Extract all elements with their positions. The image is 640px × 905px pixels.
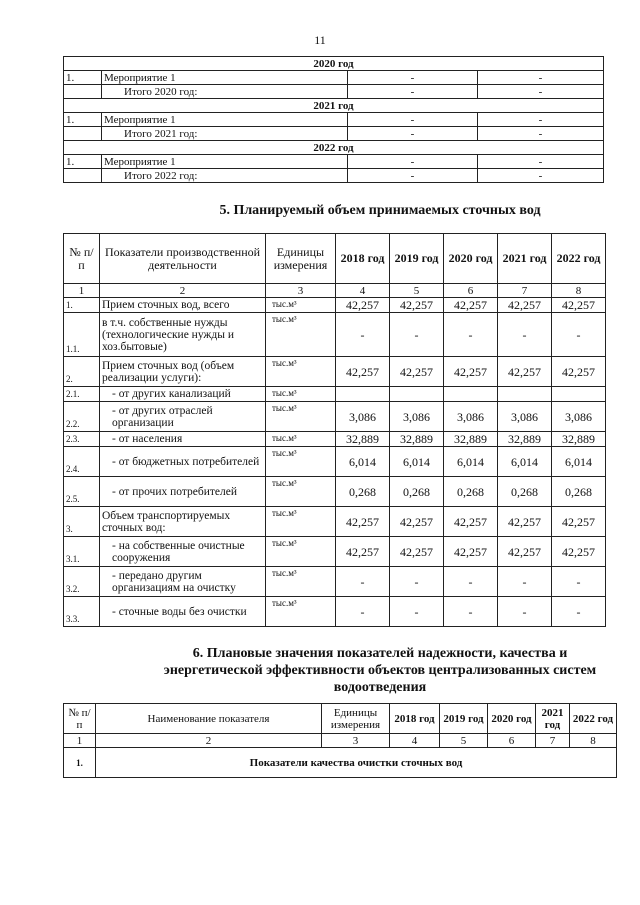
header-name: Показатели производственной деятельности xyxy=(100,234,266,284)
row-unit: тыс.м³ xyxy=(266,432,336,447)
row-value: 42,257 xyxy=(498,357,552,387)
year-label: 2022 год xyxy=(64,141,604,155)
total-value: - xyxy=(348,85,478,99)
row-value: 0,268 xyxy=(444,477,498,507)
row-value: 42,257 xyxy=(336,537,390,567)
row-value: 3,086 xyxy=(498,402,552,432)
row-num: 2.1. xyxy=(64,387,100,402)
header-year: 2018 год xyxy=(336,234,390,284)
row-value: 32,889 xyxy=(390,432,444,447)
row-value: - xyxy=(552,597,606,627)
table-row xyxy=(64,402,606,432)
row-name: в т.ч. собственные нужды (технологические нужды и хоз.бытовые) xyxy=(100,313,266,357)
row-num: 3.3. xyxy=(64,597,100,627)
header-year: 2020 год xyxy=(488,704,536,734)
row-num: 2.4. xyxy=(64,447,100,477)
row-value: 0,268 xyxy=(390,477,444,507)
row-value: 6,014 xyxy=(336,447,390,477)
row-unit: тыс.м³ xyxy=(266,477,336,507)
row-num: 3.1. xyxy=(64,537,100,567)
row-value xyxy=(336,387,390,402)
index-cell: 5 xyxy=(440,734,488,748)
row-value xyxy=(552,387,606,402)
table-row xyxy=(64,597,606,627)
index-cell: 6 xyxy=(488,734,536,748)
index-cell: 3 xyxy=(266,284,336,298)
index-cell: 6 xyxy=(444,284,498,298)
index-cell: 5 xyxy=(390,284,444,298)
total-num-empty xyxy=(64,169,102,183)
row-value: 42,257 xyxy=(390,507,444,537)
row-num: 2.3. xyxy=(64,432,100,447)
header-year: 2019 год xyxy=(390,234,444,284)
row-value: 42,257 xyxy=(552,298,606,313)
row-value: - xyxy=(390,567,444,597)
header-num: № п/п xyxy=(64,704,96,734)
index-cell: 2 xyxy=(100,284,266,298)
row-value: - xyxy=(336,313,390,357)
row-name: - от населения xyxy=(100,432,266,447)
total-value: - xyxy=(478,127,604,141)
event-num: 1. xyxy=(64,155,102,169)
index-cell: 3 xyxy=(322,734,390,748)
section-row xyxy=(64,748,617,778)
row-name: - от других отраслей организации xyxy=(100,402,266,432)
year-header-row xyxy=(64,57,604,71)
total-label: Итого 2021 год: xyxy=(102,127,348,141)
section-5-title: 5. Планируемый объем принимаемых сточных вод xyxy=(219,203,541,218)
index-cell: 8 xyxy=(570,734,617,748)
section-row-label: Показатели качества очистки сточных вод xyxy=(96,748,617,778)
event-name: Мероприятие 1 xyxy=(102,113,348,127)
row-value: 42,257 xyxy=(390,537,444,567)
row-value xyxy=(444,387,498,402)
row-name: Прием сточных вод, всего xyxy=(100,298,266,313)
row-value: - xyxy=(444,597,498,627)
row-value: 42,257 xyxy=(390,298,444,313)
index-cell: 1 xyxy=(64,734,96,748)
row-value: 42,257 xyxy=(552,507,606,537)
event-value: - xyxy=(348,155,478,169)
row-unit: тыс.м³ xyxy=(266,507,336,537)
page-number: 11 xyxy=(314,33,326,47)
row-value: 0,268 xyxy=(498,477,552,507)
header-year: 2020 год xyxy=(444,234,498,284)
total-value: - xyxy=(348,169,478,183)
row-unit: тыс.м³ xyxy=(266,313,336,357)
event-row xyxy=(64,113,604,127)
table-header-row xyxy=(64,234,606,284)
row-value: - xyxy=(552,567,606,597)
table-row xyxy=(64,357,606,387)
index-cell: 4 xyxy=(390,734,440,748)
table-row xyxy=(64,387,606,402)
row-value: 42,257 xyxy=(336,298,390,313)
row-value xyxy=(498,387,552,402)
section-6-title: 6. Плановые значения показателей надежности, качества и энергетической эффективности объектов централизованных систем водоотведения xyxy=(163,646,597,695)
table-row xyxy=(64,507,606,537)
row-value xyxy=(390,387,444,402)
row-name: Объем транспортируемых сточных вод: xyxy=(100,507,266,537)
row-value: 0,268 xyxy=(552,477,606,507)
total-value: - xyxy=(478,85,604,99)
total-value: - xyxy=(478,169,604,183)
row-unit: тыс.м³ xyxy=(266,402,336,432)
row-value: 6,014 xyxy=(552,447,606,477)
row-value: - xyxy=(498,567,552,597)
table-row xyxy=(64,477,606,507)
row-unit: тыс.м³ xyxy=(266,357,336,387)
row-value: 42,257 xyxy=(390,357,444,387)
total-value: - xyxy=(348,127,478,141)
row-name: - на собственные очистные сооружения xyxy=(100,537,266,567)
table-header-row xyxy=(64,704,617,734)
row-name: Прием сточных вод (объем реализации услуги): xyxy=(100,357,266,387)
table-row xyxy=(64,313,606,357)
row-value: 3,086 xyxy=(444,402,498,432)
row-num: 3. xyxy=(64,507,100,537)
header-unit: Единицы измерения xyxy=(266,234,336,284)
row-name: - передано другим организациям на очистку xyxy=(100,567,266,597)
row-unit: тыс.м³ xyxy=(266,447,336,477)
event-num: 1. xyxy=(64,71,102,85)
index-row xyxy=(64,284,606,298)
total-num-empty xyxy=(64,127,102,141)
row-unit: тыс.м³ xyxy=(266,537,336,567)
table-row xyxy=(64,432,606,447)
row-num: 2.2. xyxy=(64,402,100,432)
header-num: № п/ п xyxy=(64,234,100,284)
row-value: 6,014 xyxy=(498,447,552,477)
row-value: 42,257 xyxy=(498,507,552,537)
row-unit: тыс.м³ xyxy=(266,567,336,597)
row-value: 42,257 xyxy=(498,537,552,567)
header-name: Наименование показателя xyxy=(96,704,322,734)
table-row xyxy=(64,298,606,313)
wastewater-volume-table xyxy=(63,233,606,627)
index-cell: 8 xyxy=(552,284,606,298)
total-num-empty xyxy=(64,85,102,99)
header-year: 2021 год xyxy=(536,704,570,734)
row-value: 3,086 xyxy=(552,402,606,432)
index-cell: 1 xyxy=(64,284,100,298)
row-name: - от прочих потребителей xyxy=(100,477,266,507)
event-row xyxy=(64,71,604,85)
row-num: 1.1. xyxy=(64,313,100,357)
row-value: 32,889 xyxy=(336,432,390,447)
header-year: 2018 год xyxy=(390,704,440,734)
section-row-num: 1. xyxy=(64,748,96,778)
row-value: - xyxy=(444,313,498,357)
table-row xyxy=(64,447,606,477)
table-row xyxy=(64,567,606,597)
row-unit: тыс.м³ xyxy=(266,597,336,627)
row-name: - от других канализаций xyxy=(100,387,266,402)
row-value: - xyxy=(336,597,390,627)
year-header-row xyxy=(64,99,604,113)
row-value: 42,257 xyxy=(444,298,498,313)
total-row xyxy=(64,127,604,141)
row-value: 0,268 xyxy=(336,477,390,507)
row-value: 3,086 xyxy=(390,402,444,432)
indicators-table xyxy=(63,703,617,778)
header-year: 2022 год xyxy=(570,704,617,734)
event-value: - xyxy=(478,155,604,169)
row-value: 42,257 xyxy=(336,357,390,387)
row-value: 42,257 xyxy=(444,537,498,567)
row-num: 2. xyxy=(64,357,100,387)
event-value: - xyxy=(478,113,604,127)
year-header-row xyxy=(64,141,604,155)
row-value: 3,086 xyxy=(336,402,390,432)
total-row xyxy=(64,85,604,99)
table-row xyxy=(64,537,606,567)
row-name: - от бюджетных потребителей xyxy=(100,447,266,477)
row-value: 42,257 xyxy=(552,357,606,387)
total-label: Итого 2020 год: xyxy=(102,85,348,99)
row-value: 42,257 xyxy=(552,537,606,567)
event-value: - xyxy=(478,71,604,85)
top-events-table xyxy=(63,56,604,183)
row-value: - xyxy=(390,597,444,627)
index-row xyxy=(64,734,617,748)
event-value: - xyxy=(348,113,478,127)
row-value: - xyxy=(390,313,444,357)
index-cell: 4 xyxy=(336,284,390,298)
header-unit: Единицы измерения xyxy=(322,704,390,734)
year-label: 2021 год xyxy=(64,99,604,113)
row-value: - xyxy=(498,597,552,627)
header-year: 2019 год xyxy=(440,704,488,734)
row-value: 32,889 xyxy=(552,432,606,447)
event-num: 1. xyxy=(64,113,102,127)
row-value: 32,889 xyxy=(444,432,498,447)
row-value: 42,257 xyxy=(444,507,498,537)
row-value: - xyxy=(444,567,498,597)
row-value: 32,889 xyxy=(498,432,552,447)
row-unit: тыс.м³ xyxy=(266,387,336,402)
row-value: 42,257 xyxy=(336,507,390,537)
index-cell: 7 xyxy=(536,734,570,748)
row-value: 42,257 xyxy=(498,298,552,313)
row-value: - xyxy=(498,313,552,357)
row-num: 2.5. xyxy=(64,477,100,507)
index-cell: 7 xyxy=(498,284,552,298)
row-name: - сточные воды без очистки xyxy=(100,597,266,627)
row-num: 3.2. xyxy=(64,567,100,597)
row-value: 42,257 xyxy=(444,357,498,387)
event-name: Мероприятие 1 xyxy=(102,71,348,85)
event-row xyxy=(64,155,604,169)
header-year: 2021 год xyxy=(498,234,552,284)
year-label: 2020 год xyxy=(64,57,604,71)
header-year: 2022 год xyxy=(552,234,606,284)
row-value: - xyxy=(552,313,606,357)
event-name: Мероприятие 1 xyxy=(102,155,348,169)
row-value: 6,014 xyxy=(390,447,444,477)
total-row xyxy=(64,169,604,183)
row-value: 6,014 xyxy=(444,447,498,477)
row-unit: тыс.м³ xyxy=(266,298,336,313)
event-value: - xyxy=(348,71,478,85)
total-label: Итого 2022 год: xyxy=(102,169,348,183)
row-value: - xyxy=(336,567,390,597)
row-num: 1. xyxy=(64,298,100,313)
index-cell: 2 xyxy=(96,734,322,748)
